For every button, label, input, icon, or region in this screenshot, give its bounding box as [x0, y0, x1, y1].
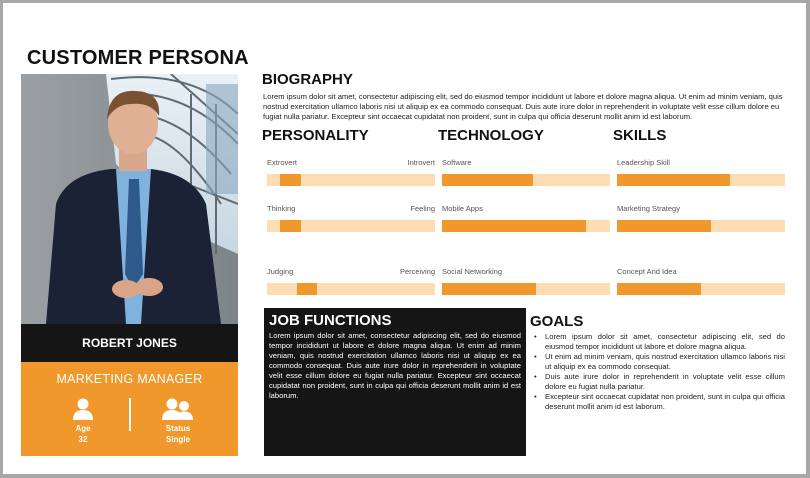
profile-card — [21, 362, 238, 456]
portrait-photo-icon — [21, 74, 238, 324]
trait-marker — [297, 283, 317, 295]
trait-left-label: Extrovert — [267, 158, 298, 167]
technology-heading: TECHNOLOGY — [438, 127, 544, 144]
skill-track — [617, 174, 785, 186]
goal-item: • Ut enim ad minim veniam, quis nostrud exercitation ullamco laboris nisi ut aliquip ex ea commodo consequat. — [530, 352, 785, 372]
personality-heading: PERSONALITY — [262, 127, 369, 144]
status-value: Single — [165, 435, 190, 444]
skills-heading: SKILLS — [613, 127, 667, 144]
trait-track — [267, 174, 435, 186]
skill-label: Concept And Idea — [617, 267, 677, 276]
users-icon — [162, 398, 194, 420]
skill-label: Marketing Strategy — [617, 204, 680, 213]
trait-right-label: Perceiving — [399, 267, 435, 276]
technology-label: Mobile Apps — [442, 204, 483, 213]
job-functions-panel — [264, 308, 526, 456]
goals-list — [530, 332, 785, 412]
profile-photo — [21, 74, 238, 324]
technology-label: Social Networking — [442, 267, 503, 276]
user-icon — [73, 398, 93, 420]
skill-label: Leadership Skill — [617, 158, 670, 167]
technology-level-fill — [442, 220, 586, 232]
persona-role: MARKETING MANAGER — [56, 372, 203, 386]
skill-level-fill — [617, 220, 711, 232]
trait-track — [267, 283, 435, 295]
trait-right-label: Introvert — [407, 158, 435, 167]
trait-left-label: Judging — [267, 267, 294, 276]
job-functions-text: Lorem ipsum dolor sit amet, consectetur adipiscing elit, sed do eiusmod tempor incididunt ut labore et dolore magna aliqua. Ut enim ad minim veniam, quis nostrud exercitation ullamco laboris nisi ut aliquip ex ea commodo consequat. Duis aute irure dolor in reprehenderit in voluptate velit esse cillum dolore eu fugiat nulla pariatur. Excepteur sint occaecat cupidatat non proident, sunt in culpa qui officia deserunt mollit anim id est laborum. — [269, 331, 521, 400]
biography-heading: BIOGRAPHY — [262, 71, 353, 88]
goals-heading: GOALS — [530, 313, 584, 330]
technology-track — [442, 220, 610, 232]
trait-marker — [280, 174, 300, 186]
technology-label: Software — [442, 158, 472, 167]
trait-marker — [280, 220, 300, 232]
goal-item: • Excepteur sint occaecat cupidatat non proident, sunt in culpa qui officia deserunt mollit anim id est laborum. — [530, 392, 785, 412]
skill-track — [617, 283, 785, 295]
skill-level-fill — [617, 174, 730, 186]
age-value: 32 — [78, 435, 88, 444]
biography-text: Lorem ipsum dolor sit amet, consectetur adipiscing elit, sed do eiusmod tempor incididunt ut labore et dolore magna aliqua. Ut enim ad minim veniam, quis nostrud exercitation ullamco laboris nisi ut aliquip ex ea commodo consequat. Duis aute irure dolor in reprehenderit in voluptate velit esse cillum dolore eu fugiat nulla pariatur. Excepteur sint occaecat cupidatat non proident, sunt in culpa qui officia deserunt mollit anim id est laborum. — [263, 92, 783, 121]
age-stat — [43, 398, 123, 445]
stat-divider — [129, 398, 131, 431]
persona-page — [3, 3, 806, 474]
skill-level-fill — [617, 283, 701, 295]
status-label: Status — [165, 424, 191, 433]
age-label: Age — [75, 424, 91, 433]
persona-name: ROBERT JONES — [21, 324, 238, 362]
status-stat — [138, 398, 218, 445]
technology-level-fill — [442, 283, 536, 295]
page-title: CUSTOMER PERSONA — [27, 47, 249, 69]
job-functions-heading: JOB FUNCTIONS — [269, 312, 392, 329]
goal-item: • Duis aute irure dolor in reprehenderit in voluptate velit esse cillum dolore eu fugiat nulla pariatur. — [530, 372, 785, 392]
trait-left-label: Thinking — [267, 204, 296, 213]
technology-track — [442, 174, 610, 186]
goal-item: • Lorem ipsum dolor sit amet, consectetur adipiscing elit, sed do eiusmod tempor incididunt ut labore et dolore magna aliqua. — [530, 332, 785, 352]
technology-level-fill — [442, 174, 533, 186]
goals-panel — [530, 314, 785, 412]
trait-right-label: Feeling — [410, 204, 435, 213]
trait-track — [267, 220, 435, 232]
skill-track — [617, 220, 785, 232]
technology-track — [442, 283, 610, 295]
